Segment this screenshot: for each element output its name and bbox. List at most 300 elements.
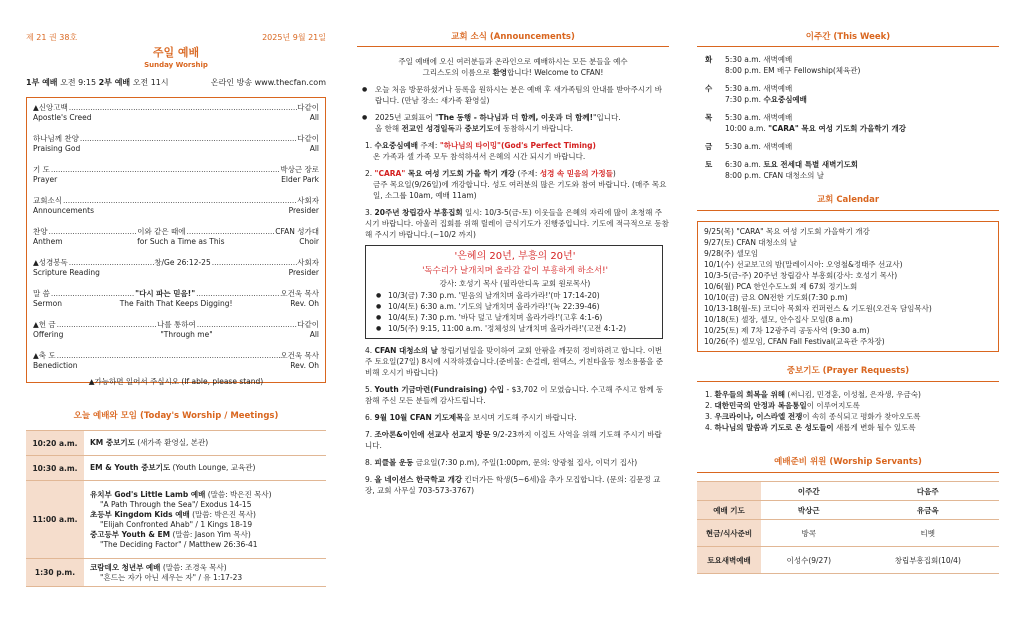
today-entry <box>90 563 326 573</box>
order-item <box>33 103 319 123</box>
order-row-ko <box>33 351 319 361</box>
item-text: 일시: 10/3-5(금-토) 이웃들을 은혜의 자리에 많이 초청해 주시기 바랍니다. 아울러 집회를 위해 릴레이 금식기도가 진행중입니다. 기도에 적극적으로 동참해 주시기 바랍니다.(~10/2 까지) <box>365 208 669 239</box>
item-heading: 올 네이션스 한국학교 개강 <box>374 475 463 484</box>
item-text: 킨더가든 학생(5~6세)을 추가 모집합니다. (문의: 김문정 교장, 교회 사무실 703-573-3767) <box>365 475 661 495</box>
bulletin-header <box>26 32 326 48</box>
leader-dots <box>68 103 298 113</box>
order-ko-right: 오건욱 목사 <box>280 289 320 298</box>
schedule-column <box>697 0 999 574</box>
leader-dots <box>186 227 276 237</box>
calendar-item: 9/25(목) "CARA" 목요 여성 기도회 가을학기 개강 <box>704 227 870 236</box>
event-text: 8:00 p.m. CFAN 대청소의 날 <box>725 171 825 180</box>
service2-time: 오전 11시 <box>132 78 169 87</box>
leader-dots <box>48 227 138 237</box>
event-text: 8:00 p.m. EM 배구 Fellowship(체육관) <box>725 66 861 75</box>
order-item <box>33 227 319 247</box>
order-en-mid: for Such a Time as This <box>137 237 225 246</box>
motto-pre: 2025년 교회표어 " <box>375 113 439 122</box>
entry-heading: KM 중보기도 <box>90 438 135 447</box>
calendar-item: 9/28(주) 셀모임 <box>704 249 759 258</box>
servants-row <box>697 547 999 574</box>
order-en-label: Prayer <box>33 175 58 184</box>
week-day <box>697 112 999 134</box>
entry-text: "A Path Through the Sea"/ Exodus 14-15 <box>100 499 252 509</box>
item-heading: 목요 여성 기도회 가을 학기 개강 <box>405 169 516 178</box>
calendar-item: 10/18(토) 셀장, 셀모, 안수집사 모임(8 a.m) <box>704 315 853 324</box>
order-ko-label: ▲신앙고백 <box>33 103 68 112</box>
motto-bullet <box>357 112 669 134</box>
order-en-label: Announcements <box>33 206 94 215</box>
day-label: 금 <box>705 142 713 151</box>
item-heading: Youth 기금마련(Fundraising) 수입 <box>374 385 505 394</box>
servant-role: 현금/식사준비 <box>697 520 761 547</box>
event-text: 5:30 a.m. 새벽예배 <box>725 113 793 122</box>
revival-item: ● 10/5(주) 9:15, 11:00 a.m. '정체성의 날개치며 올라가라!'(고전 4:1-2) <box>374 323 656 334</box>
today-title: 오늘 예배와 모임 (Today's Worship / Meetings) <box>73 411 279 421</box>
calendar-list <box>704 226 992 347</box>
order-en-mid <box>80 144 309 154</box>
item-text: 을 보시며 기도해 주시기 바랍니다. <box>463 413 577 422</box>
order-ko-right: 다같이 <box>297 320 320 329</box>
event-text: 5:30 a.m. 새벽예배 <box>725 142 793 151</box>
revival-item: ● 10/4(토) 6:30 a.m. '기도의 날개치며 올라가라!'(눅 22:39-46) <box>374 301 656 312</box>
entry-heading: 유치부 God's Little Lamb 예배 <box>90 489 206 499</box>
order-row-en <box>33 175 319 185</box>
item-heading: 20주년 창립감사 부흥집회 <box>374 208 463 217</box>
prayer-number: 3. <box>705 412 715 421</box>
order-row-ko <box>33 134 319 144</box>
welcome-message <box>357 56 669 78</box>
calendar-title: 교회 Calendar <box>697 193 999 211</box>
order-ko-right: 사회자 <box>297 258 320 267</box>
order-of-worship <box>26 97 326 386</box>
welcome-line-2c: 합니다! Welcome to CFAN! <box>507 68 604 77</box>
leader-dots <box>68 258 155 268</box>
order-en-right: All <box>309 144 319 153</box>
today-time: 1:30 p.m. <box>26 559 84 587</box>
week-list <box>697 54 999 181</box>
announcement-item-2 <box>357 168 669 201</box>
item-number: 1. <box>365 141 375 150</box>
entry-heading: 코람데오 청년부 예배 <box>90 562 161 572</box>
calendar-item: 9/27(토) CFAN 대청소의 날 <box>704 238 797 247</box>
prayer-item <box>705 411 999 422</box>
entry-heading: EM & Youth 중보기도 <box>90 463 171 472</box>
motto-line2c: 과 <box>454 124 465 133</box>
today-row <box>26 481 326 559</box>
servants-header-row <box>697 482 999 501</box>
day-label: 토 <box>705 160 713 169</box>
announcement-item-4 <box>357 345 669 378</box>
motto-line2a: 올 한해 <box>375 124 402 133</box>
bulletin-date: 2025년 9월 21일 <box>262 33 326 42</box>
leader-dots <box>195 289 280 299</box>
item-heading: 조아론&이인애 선교사 선교지 방문 <box>374 430 491 439</box>
order-en-label: Benediction <box>33 361 78 370</box>
item-heading: 수요중심예배 <box>374 141 419 150</box>
item-text: 금요일(7:30 p.m), 주일(1:00pm, 문의: 양광철 집사, 이덕기 집사) <box>413 458 638 467</box>
prayer-heading: 하나님의 말씀과 기도로 온 성도들이 <box>714 423 834 432</box>
servant-role: 예배 기도 <box>697 501 761 520</box>
order-en-right: Rev. Oh <box>290 299 319 308</box>
revival-box <box>365 245 663 339</box>
order-row-en <box>33 144 319 154</box>
order-en-right: Presider <box>288 268 319 277</box>
item-text: 창립기념일을 맞이하여 교회 안팎을 깨끗히 정비하려고 합니다. 이번주 토요일(27일) 8시에 시작하겠습니다.(준비물: 손걸레, 윈덱스, 키친타올등 청소용품을 준비해 오시기 바랍니다) <box>365 346 664 377</box>
order-ko-label: 말 씀 <box>33 289 50 298</box>
order-row-ko <box>33 165 319 175</box>
order-row-ko <box>33 227 319 237</box>
prayer-number: 4. <box>705 423 715 432</box>
calendar-item: 10/1(수) 선교보고의 밤(말레이시아: 오영철&정태주 선교사) <box>704 260 903 269</box>
entry-text: (Youth Lounge, 교육관) <box>170 463 256 472</box>
order-en-label: Praising God <box>33 144 81 153</box>
announcements-title: 교회 소식 (Announcements) <box>357 30 669 47</box>
day-label: 목 <box>705 113 713 122</box>
order-item <box>33 320 319 340</box>
today-desc <box>84 431 326 456</box>
today-time: 10:20 a.m. <box>26 431 84 456</box>
welcome-line-2a: 그리스도의 이름으로 <box>422 68 493 77</box>
item-text: - $3,702 이 모였습니다. 수고해 주시고 함께 동참해 주신 모든 분들께 감사드립니다. <box>365 385 664 405</box>
order-en-label: Apostle's Creed <box>33 113 92 122</box>
day-label: 화 <box>705 55 713 64</box>
order-en-right: Rev. Oh <box>290 361 319 370</box>
order-en-label: Sermon <box>33 299 62 308</box>
leader-dots <box>196 320 298 330</box>
calendar-box <box>697 221 999 352</box>
today-entry <box>90 520 326 530</box>
day-event <box>725 159 858 170</box>
servants-corner <box>697 482 761 501</box>
entry-text: (말씀: Jason Yim 목사) <box>170 529 251 539</box>
event-highlight: 수요중심예배 <box>763 95 807 104</box>
order-row-en <box>33 361 319 371</box>
order-en-mid: The Faith That Keeps Digging! <box>119 299 233 308</box>
today-row <box>26 431 326 456</box>
entry-text: (말씀: 조경욱 목사) <box>160 562 227 572</box>
intercession: 중보기도 <box>464 124 494 133</box>
day-event <box>725 83 807 94</box>
announcement-item-6 <box>357 412 669 423</box>
order-ko-label: 교회소식 <box>33 196 62 205</box>
item-number: 3. <box>365 208 375 217</box>
entry-text: (말씀: 박은진 목사) <box>189 509 256 519</box>
order-ko-label: 찬양 <box>33 227 48 236</box>
order-row-en <box>33 237 319 247</box>
revival-subtitle: '독수리가 날개치며 올라감 같이 부흥하게 하소서!' <box>422 266 608 276</box>
order-row-ko <box>33 320 319 330</box>
today-row <box>26 456 326 481</box>
order-ko-right: CFAN 성가대 <box>275 227 320 236</box>
day-events <box>721 54 860 76</box>
week-day <box>697 83 999 105</box>
order-ko-right: 다같이 <box>297 134 319 143</box>
entry-heading: 중고등부 Youth & EM <box>90 529 171 539</box>
today-row <box>26 559 326 587</box>
page-subtitle: Sunday Worship <box>144 61 208 69</box>
entry-text: "흔드는 자가 아닌 세우는 자" / 유 1:17-23 <box>100 572 243 582</box>
order-ko-label: 기 도 <box>33 165 50 174</box>
event-text: 6:30 a.m. <box>725 160 764 169</box>
today-entry <box>90 530 326 540</box>
motto-text: The 동행 - 하나님과 더 함께, 이웃과 더 함께! <box>438 113 594 122</box>
item-number: 8. <box>365 458 375 467</box>
day-event <box>725 170 858 181</box>
leader-dots <box>50 289 135 299</box>
order-list <box>33 103 319 371</box>
day-event <box>725 141 792 152</box>
today-desc <box>84 559 326 587</box>
day-events <box>721 83 807 105</box>
order-row-en <box>33 206 319 216</box>
day-event <box>725 94 807 105</box>
item-heading: 피클볼 운동 <box>374 458 414 467</box>
entry-heading: 초등부 Kingdom Kids 예배 <box>90 509 190 519</box>
item-detail: 온 가족과 셀 가족 모두 참석하셔서 은혜의 시간 되시기 바랍니다. <box>373 152 586 161</box>
servant-role: 토요새벽예배 <box>697 547 761 574</box>
prayer-item <box>705 389 999 400</box>
order-ko-label: ▲헌 금 <box>33 320 56 329</box>
item-number: 4. <box>365 346 375 355</box>
servants-row <box>697 501 999 520</box>
service-times <box>26 77 326 91</box>
servant-next-week: 티벳 <box>857 520 999 547</box>
revival-title: '은혜의 20년, 부흥의 20년' <box>454 251 576 262</box>
event-text: 7:30 p.m. <box>725 95 764 104</box>
servant-next-week: 창립부흥집회(10/4) <box>857 547 999 574</box>
revival-item: ● 10/3(금) 7:30 p.m. '믿음의 날개치며 올라가라!'(마 17:14-20) <box>374 290 656 301</box>
order-en-right: Choir <box>299 237 319 246</box>
calendar-item: 10/3-5(금-주) 20주년 창립감사 부흥회(강사: 호성기 목사) <box>704 271 898 280</box>
order-row-ko <box>33 258 319 268</box>
motto-post: "입니다. <box>593 113 621 122</box>
prayer-number: 1. <box>705 390 715 399</box>
item-number: 6. <box>365 413 375 422</box>
today-entry <box>90 438 326 448</box>
event-text: 5:30 a.m. 새벽예배 <box>725 55 793 64</box>
leader-dots <box>50 165 281 175</box>
event-highlight: 토요 전세대 특별 새벽기도회 <box>763 160 859 169</box>
item-heading: 9월 10월 CFAN 기도제목 <box>374 413 464 422</box>
item-text: ) <box>612 169 616 178</box>
item-number: 2. <box>365 169 375 178</box>
today-desc <box>84 456 326 481</box>
order-en-mid <box>94 206 289 216</box>
page-title: 주일 예배 <box>152 46 200 59</box>
order-en-mid <box>92 113 310 123</box>
calendar-item: 10/25(토) 제 7차 12광주리 공동사역 (9:30 a.m) <box>704 326 870 335</box>
item-number: 9. <box>365 475 375 484</box>
week-day <box>697 141 999 152</box>
prayer-heading: 우크라이나, 이스라엘 전쟁 <box>714 412 803 421</box>
servants-table <box>697 481 999 574</box>
day-label: 수 <box>705 84 713 93</box>
day-event <box>725 65 860 76</box>
order-item <box>33 165 319 185</box>
order-row-en <box>33 113 319 123</box>
order-item <box>33 351 319 371</box>
order-en-label: Scripture Reading <box>33 268 100 277</box>
volume-number: 제 21 권 38호 <box>26 33 78 42</box>
prayer-item <box>705 422 999 433</box>
online-broadcast: 온라인 방송 www.thecfan.com <box>210 78 326 87</box>
stand-note: ▲가능하면 일어서 주십시오 (If able, please stand) <box>88 377 264 386</box>
leader-dots <box>56 351 281 361</box>
leader-dots <box>56 320 158 330</box>
servant-this-week: 이성수(9/27) <box>761 547 857 574</box>
prayer-text: 이 속히 종식되고 평화가 찾아오도록 <box>802 412 921 421</box>
today-table <box>26 430 326 587</box>
order-en-right: All <box>309 113 319 122</box>
order-ko-right: 박상근 장로 <box>280 165 319 174</box>
leader-dots <box>79 134 297 144</box>
servant-this-week: 박상근 <box>761 501 857 520</box>
order-row-ko <box>33 196 319 206</box>
servants-row <box>697 520 999 547</box>
order-en-mid: "Through me" <box>160 330 213 339</box>
prayer-heading: 대한민국의 안정과 복음통일 <box>714 401 807 410</box>
leader-dots <box>62 196 297 206</box>
service1-time: 오전 9:15 <box>60 78 97 87</box>
order-item <box>33 258 319 278</box>
today-entry <box>90 463 326 473</box>
item-highlight: "CARA" <box>374 169 406 178</box>
servant-next-week: 유금옥 <box>857 501 999 520</box>
announcement-item-3 <box>357 207 669 240</box>
service2-label: 2부 예배 <box>98 78 131 87</box>
item-highlight: "하나님의 타이밍"(God's Perfect Timing) <box>439 141 596 150</box>
item-text: (주제: <box>515 169 540 178</box>
entry-text: (새가족 환영실, 본관) <box>134 438 209 447</box>
order-en-right: All <box>309 330 319 339</box>
today-entry <box>90 540 326 550</box>
prayer-heading: 환우들의 회복을 위해 <box>714 390 785 399</box>
order-ko-label: ▲축 도 <box>33 351 56 360</box>
order-row-en <box>33 268 319 278</box>
order-ko-label: 하나님께 찬양 <box>33 134 79 143</box>
order-row-en <box>33 299 319 309</box>
prayer-title: 중보기도 (Prayer Requests) <box>697 364 999 382</box>
revival-speaker: 강사: 호성기 목사 (필라안디옥 교회 원로목사) <box>439 279 591 288</box>
revival-item: ● 10/4(토) 7:30 p.m. '바닥 덮고 날개치며 올라가라!'(고후 4:1-6) <box>374 312 656 323</box>
announcement-item-8 <box>357 457 669 468</box>
order-ko-mid: 나를 통하여 <box>157 320 196 329</box>
prayer-number: 2. <box>705 401 715 410</box>
today-time: 11:00 a.m. <box>26 481 84 559</box>
order-en-label: Anthem <box>33 237 63 246</box>
revival-list <box>374 290 656 334</box>
calendar-item: 10/26(주) 셀모임, CFAN Fall Festival(교육관 주차장) <box>704 337 885 346</box>
order-item <box>33 196 319 216</box>
item-heading: CFAN 대청소의 날 <box>374 346 438 355</box>
today-entry <box>90 500 326 510</box>
order-ko-mid: 창/Ge 26:12-25 <box>154 258 211 267</box>
item-number: 7. <box>365 430 375 439</box>
announcement-item-9 <box>357 474 669 496</box>
order-row-ko <box>33 103 319 113</box>
servant-this-week: 방콕 <box>761 520 857 547</box>
calendar-item: 10/10(금) 금요 ON전한 기도회(7:30 p.m) <box>704 293 848 302</box>
order-row-ko <box>33 289 319 299</box>
leader-dots <box>211 258 298 268</box>
today-entry <box>90 510 326 520</box>
today-entry <box>90 490 326 500</box>
item-number: 5. <box>365 385 375 394</box>
today-desc <box>84 481 326 559</box>
bible-reading: 전교인 성경일독 <box>401 124 455 133</box>
entry-text: "The Deciding Factor" / Matthew 26:36-41 <box>100 539 258 549</box>
week-title: 이주간 (This Week) <box>697 30 999 47</box>
order-item <box>33 289 319 309</box>
order-item <box>33 134 319 154</box>
order-en-right: Elder Park <box>281 175 319 184</box>
entry-text: "Elijah Confronted Ahab" / 1 Kings 18-19 <box>100 519 253 529</box>
announcement-item-7 <box>357 429 669 451</box>
entry-text: (말씀: 박은진 목사) <box>205 489 272 499</box>
announcements-column <box>357 0 669 496</box>
order-en-mid <box>100 268 289 278</box>
order-ko-mid: 이와 같은 때에 <box>137 227 186 236</box>
newcomer-bullet: ● 오늘 처음 방문하셨거나 등록을 원하시는 분은 예배 후 새가족팀의 안내를 받아주시기 바랍니다. (만남 장소: 새가족 환영실) <box>357 84 669 106</box>
day-events <box>721 141 792 152</box>
day-event <box>725 54 860 65</box>
item-text: 주제: <box>418 141 440 150</box>
prayer-item <box>705 400 999 411</box>
col-next-week: 다음주 <box>857 482 999 501</box>
order-en-label: Offering <box>33 330 64 339</box>
welcome-word: 환영 <box>492 68 508 77</box>
item-detail: 금주 목요일(9/26일)에 개강합니다. 성도 여러분의 많은 기도와 참여 바랍니다. (매주 목요일, 소그룹 10am, 예배 11am) <box>373 180 667 200</box>
day-event <box>725 112 906 123</box>
motto-line2e: 에 동참하시기 바랍니다. <box>493 124 574 133</box>
welcome-line-1: 주일 예배에 오신 여러분들과 온라인으로 예배하시는 모든 분들을 예수 <box>398 57 628 66</box>
item-theme: 성경 속 믿음의 가정들 <box>539 169 613 178</box>
day-events <box>721 159 858 181</box>
order-en-mid <box>77 361 290 371</box>
day-event <box>725 123 906 134</box>
order-row-en <box>33 330 319 340</box>
worship-column <box>26 0 326 587</box>
col-this-week: 이주간 <box>761 482 857 501</box>
order-en-mid <box>57 175 281 185</box>
order-ko-right: 다같이 <box>297 103 319 112</box>
today-time: 10:30 a.m. <box>26 456 84 481</box>
prayer-text: (써니킴, 민경훈, 이성철, 은자생, 우금숙) <box>784 390 921 399</box>
announcement-item-1 <box>357 140 669 162</box>
prayer-list <box>697 389 999 433</box>
item-text: 9/2-23까지 이집트 사역을 위해 기도해 주시기 바랍니다. <box>365 430 662 450</box>
order-en-right: Presider <box>288 206 319 215</box>
event-text: 5:30 a.m. 새벽예배 <box>725 84 793 93</box>
announcement-item-5 <box>357 384 669 406</box>
calendar-item: 10/6(월) PCA 한인수도노회 제 67회 정기노회 <box>704 282 858 291</box>
event-text: 10:00 a.m. <box>725 124 769 133</box>
prayer-text: 이 이루어지도록 <box>806 401 860 410</box>
today-entry <box>90 573 326 583</box>
servants-title: 예배준비 위원 (Worship Servants) <box>697 455 999 473</box>
day-events <box>721 112 906 134</box>
order-ko-mid: "다시 파는 믿음!" <box>135 289 196 298</box>
week-day <box>697 54 999 76</box>
service1-label: 1부 예배 <box>26 78 58 87</box>
order-ko-label: ▲성경봉독 <box>33 258 68 267</box>
event-highlight: "CARA" 목요 여성 기도회 가을학기 개강 <box>768 124 907 133</box>
order-ko-right: 사회자 <box>297 196 319 205</box>
calendar-item: 10/13-18(월-토) 코디아 목회자 컨퍼런스 & 기도원(오건욱 담임목사) <box>704 304 932 313</box>
order-ko-right: 오건욱 목사 <box>280 351 319 360</box>
week-day <box>697 159 999 181</box>
